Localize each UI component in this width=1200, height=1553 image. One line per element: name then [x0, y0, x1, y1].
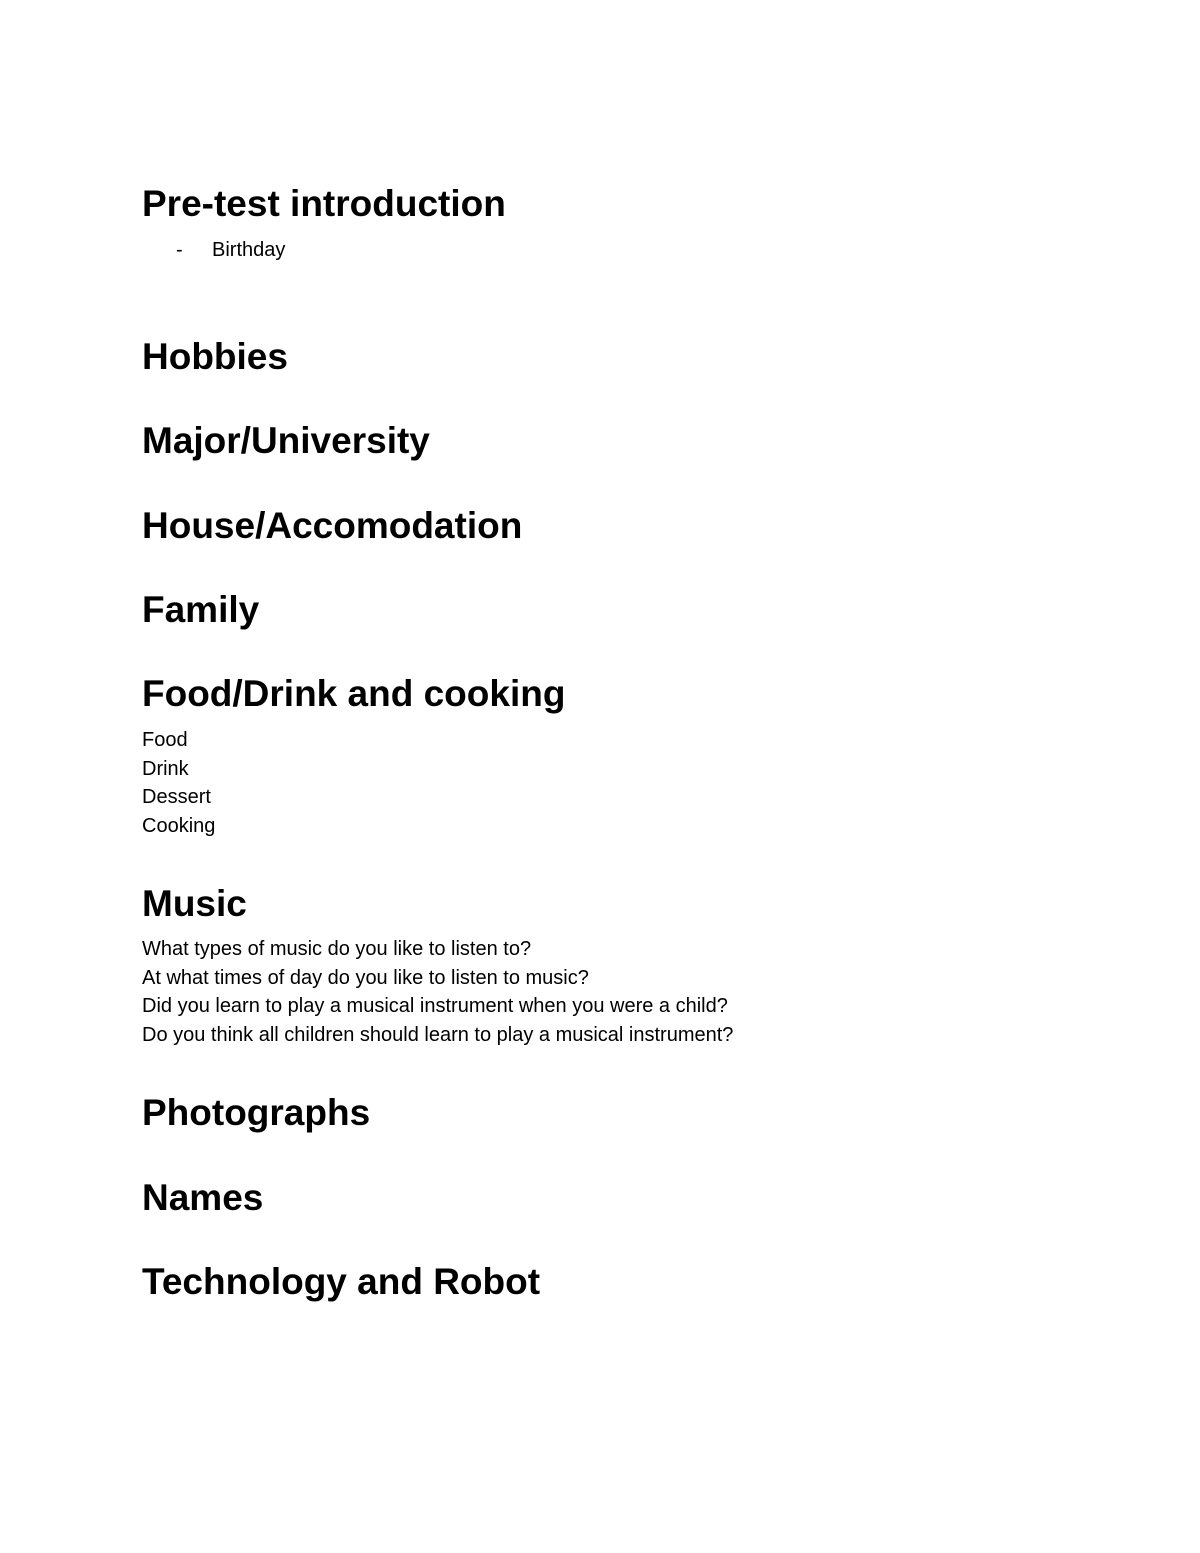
heading-major-university: Major/University — [142, 420, 430, 461]
list-item: Dessert — [142, 786, 211, 809]
heading-food-drink-cooking: Food/Drink and cooking — [142, 673, 566, 714]
music-questions-list — [142, 935, 733, 1050]
food-items-list — [142, 726, 215, 841]
list-item: Do you think all children should learn to play a musical instrument? — [142, 1024, 734, 1047]
list-item: Did you learn to play a musical instrument when you were a child? — [142, 995, 728, 1018]
heading-hobbies: Hobbies — [142, 336, 288, 377]
list-item: Drink — [142, 757, 189, 780]
list-item: Cooking — [142, 815, 216, 838]
list-item: What types of music do you like to listen to? — [142, 938, 532, 960]
list-item: Food — [142, 729, 188, 751]
heading-technology-and-robot: Technology and Robot — [142, 1261, 541, 1302]
heading-photographs: Photographs — [142, 1092, 371, 1133]
heading-pretest-introduction: Pre-test introduction — [142, 183, 506, 224]
heading-house-accomodation: House/Accomodation — [142, 505, 523, 546]
bullet-marker: - — [176, 239, 183, 261]
bullet-text: Birthday — [212, 239, 286, 261]
list-item: At what times of day do you like to listen to music? — [142, 966, 589, 989]
heading-music: Music — [142, 883, 247, 924]
heading-family: Family — [142, 589, 260, 630]
heading-names: Names — [142, 1177, 264, 1218]
